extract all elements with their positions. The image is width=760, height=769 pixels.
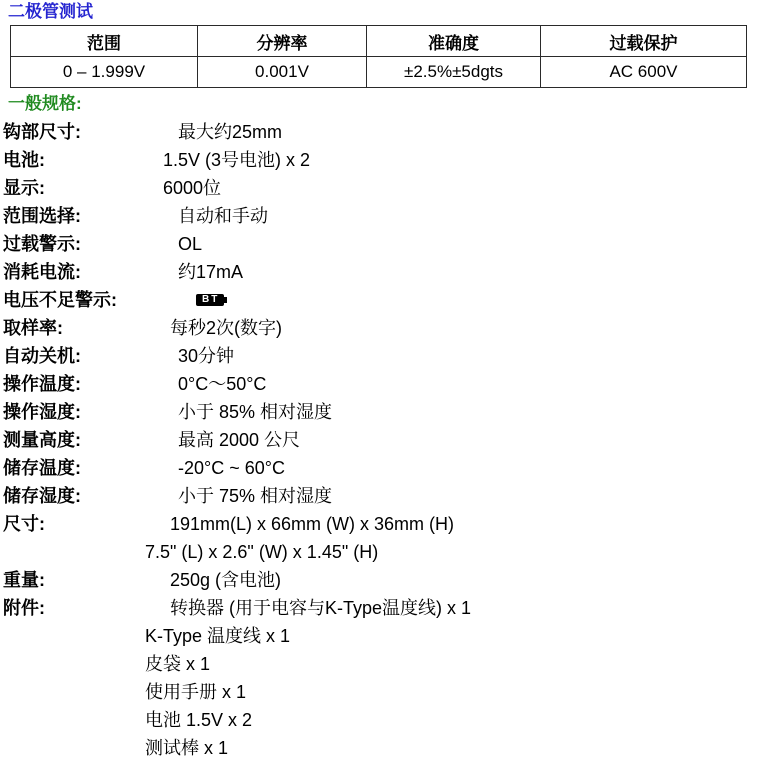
- spec-value: 皮袋 x 1: [145, 654, 211, 674]
- spec-label: 储存湿度:: [3, 486, 81, 506]
- accessory-item: [0, 650, 760, 678]
- table-header-overload-protection: 过载保护: [541, 26, 747, 57]
- spec-label: 操作温度:: [3, 374, 81, 394]
- spec-value: -20°C ~ 60°C: [178, 458, 285, 478]
- battery-low-icon: BT: [196, 294, 224, 306]
- spec-value: 30分钟: [178, 346, 235, 366]
- table-cell-range: 0 – 1.999V: [11, 57, 198, 88]
- spec-row-dimensions-inches: [0, 538, 760, 566]
- spec-label: 电压不足警示:: [3, 290, 117, 310]
- diode-test-title: 二极管测试: [8, 2, 93, 21]
- spec-value: 最大约25mm: [178, 122, 283, 142]
- accessory-item: [0, 678, 760, 706]
- table-cell-overload-protection: AC 600V: [541, 57, 747, 88]
- accessory-item: [0, 734, 760, 762]
- spec-value: 最高 2000 公尺: [178, 430, 301, 450]
- spec-row-storage-humidity: [0, 482, 760, 510]
- spec-value: 191mm(L) x 66mm (W) x 36mm (H): [170, 514, 455, 534]
- spec-value: K-Type 温度线 x 1: [145, 626, 291, 646]
- spec-label: 显示:: [3, 178, 45, 198]
- spec-label: 重量:: [3, 570, 45, 590]
- spec-value: 转换器 (用于电容与K-Type温度线) x 1: [170, 598, 472, 618]
- spec-row-low-battery-warning: [0, 286, 760, 314]
- diode-test-table: [10, 25, 747, 88]
- spec-value: 小于 85% 相对湿度: [178, 402, 333, 422]
- spec-label: 测量高度:: [3, 430, 81, 450]
- spec-row-sampling-rate: [0, 314, 760, 342]
- spec-row-auto-power-off: [0, 342, 760, 370]
- spec-row-battery: [0, 146, 760, 174]
- spec-row-dimensions: [0, 510, 760, 538]
- table-cell-resolution: 0.001V: [198, 57, 367, 88]
- spec-label: 消耗电流:: [3, 262, 81, 282]
- accessory-item: [0, 706, 760, 734]
- spec-value: OL: [178, 234, 203, 254]
- spec-value: 0°C～50°C: [178, 374, 267, 394]
- spec-label: 自动关机:: [3, 346, 81, 366]
- spec-label: 范围选择:: [3, 206, 81, 226]
- spec-value: 使用手册 x 1: [145, 682, 247, 702]
- spec-row-altitude: [0, 426, 760, 454]
- spec-label: 钩部尺寸:: [3, 122, 81, 142]
- spec-row-weight: [0, 566, 760, 594]
- spec-value: 约17mA: [178, 262, 244, 282]
- spec-value: 自动和手动: [178, 206, 268, 226]
- spec-label: 尺寸:: [3, 514, 45, 534]
- spec-label: 取样率:: [3, 318, 63, 338]
- accessory-item: [0, 622, 760, 650]
- spec-value: 1.5V (3号电池) x 2: [163, 150, 311, 170]
- table-header-resolution: 分辨率: [198, 26, 367, 57]
- table-header-accuracy: 准确度: [367, 26, 541, 57]
- spec-label: 过载警示:: [3, 234, 81, 254]
- general-specs-title: 一般规格:: [8, 94, 82, 113]
- spec-label: 操作湿度:: [3, 402, 81, 422]
- spec-value: 6000位: [163, 178, 222, 198]
- spec-row-overload-warning: [0, 230, 760, 258]
- spec-label: 电池:: [3, 150, 45, 170]
- spec-row-operating-humidity: [0, 398, 760, 426]
- table-cell-accuracy: ±2.5%±5dgts: [367, 57, 541, 88]
- spec-label: 储存温度:: [3, 458, 81, 478]
- spec-row-storage-temperature: [0, 454, 760, 482]
- spec-row-range-selection: [0, 202, 760, 230]
- spec-value: 7.5" (L) x 2.6" (W) x 1.45" (H): [145, 542, 379, 562]
- spec-label: 附件:: [3, 598, 45, 618]
- spec-row-jaw-opening: [0, 118, 760, 146]
- spec-row-accessories: [0, 594, 760, 622]
- spec-value: 电池 1.5V x 2: [145, 710, 253, 730]
- spec-value: 250g (含电池): [170, 570, 282, 590]
- spec-row-display: [0, 174, 760, 202]
- spec-value: 每秒2次(数字): [170, 318, 282, 338]
- table-header-row: [11, 26, 747, 57]
- spec-value: 小于 75% 相对湿度: [178, 486, 333, 506]
- spec-row-operating-temperature: [0, 370, 760, 398]
- table-row: [11, 57, 747, 88]
- spec-row-current-consumption: [0, 258, 760, 286]
- table-header-range: 范围: [11, 26, 198, 57]
- spec-value: 测试棒 x 1: [145, 738, 229, 758]
